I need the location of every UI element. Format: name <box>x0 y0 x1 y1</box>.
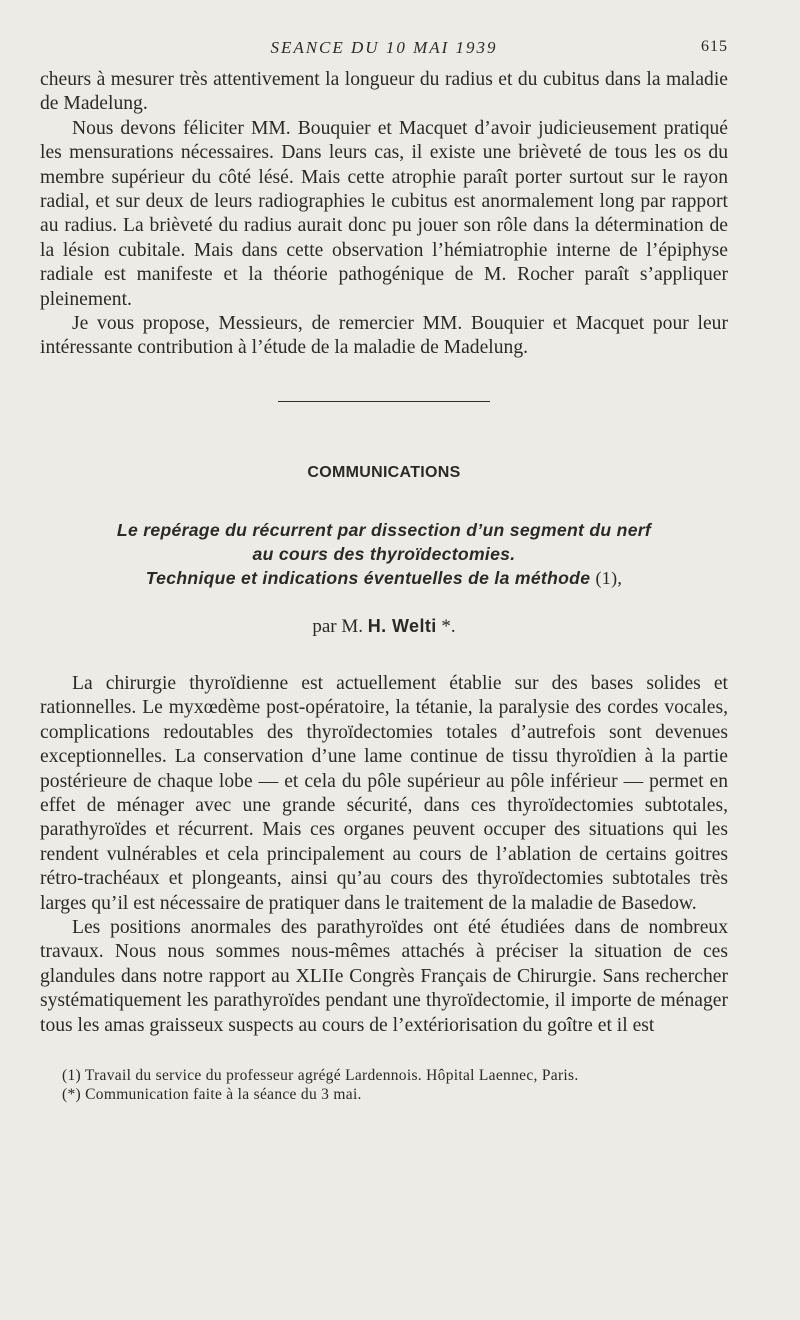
footnote: (*) Communication faite à la séance du 3 mai. <box>62 1085 362 1103</box>
article-title-line: Le repérage du récurrent par dissection d’un segment du nerf <box>116 519 652 540</box>
paragraph: cheurs à mesurer très attentivement la longueur du radius et du cubitus dans la maladie de Madelung. <box>40 69 728 115</box>
footnote: (1) Travail du service du professeur agrégé Lardennois. Hôpital Laennec, Paris. <box>62 1066 579 1084</box>
paragraph: La chirurgie thyroïdienne est actuellement établie sur des bases solides et rationnelles. Le myxœdème post-opératoire, la tétanie, la paralysie des cordes vocales, complications redoutables des thyroïdectomies totales d’autrefois sont devenues exceptionnelles. La conservation d’une lame continue de tissu thyroïdien à la partie postérieure de chaque lobe — et cela du pôle supérieur au pôle inférieur — permet en effet de ménager avec une grande sécurité, dans ces thyroïdectomies subtotales, parathyroïdes et récurrent. Mais ces organes peuvent occuper des situations qui les rendent vulnérables et cela principalement au cours de l’ablation de certains goitres rétro-trachéaux et plongeants, ainsi qu’au cours des thyroïdectomies subtotales très larges qu’il est nécessaire de pratiquer dans le traitement de la maladie de Basedow. <box>40 672 728 914</box>
article-body <box>40 672 728 1038</box>
previous-report-continuation <box>40 68 728 361</box>
journal-page <box>40 38 728 1104</box>
article-title-line: Technique et indications éventuelles de la méthode <box>145 567 591 588</box>
paragraph: Les positions anormales des parathyroïdes ont été étudiées dans de nombreux travaux. Nous nous sommes nous-mêmes attachés à préciser la situation de ces glandules dans notre rapport au XLIIe Congrès Français de Chirurgie. Sans rechercher systématiquement les parathyroïdes pendant une thyroïdectomie, il importe de ménager tous les amas graisseux suspects au cours de l’extériorisation du goître et il est <box>40 916 728 1036</box>
article-title-line: au cours des thyroïdectomies. <box>252 543 516 564</box>
byline-footnote-mark: *. <box>441 615 456 637</box>
byline-prefix: par M. <box>312 615 364 637</box>
footnotes <box>40 1066 728 1104</box>
section-divider-rule <box>278 401 490 402</box>
paragraph: Nous devons féliciter MM. Bouquier et Macquet d’avoir judicieusement pratiqué les mensurations nécessaires. Dans leurs cas, il existe une brièveté de tous les os du membre supérieur du côté lésé. Mais cette atrophie paraît porter surtout sur le rayon radial, et sur deux de leurs radiographies le cubitus est anormalement long par rapport au radius. La brièveté du radius aurait donc pu jouer son rôle dans la détermination de la lésion cubitale. Mais dans cette observation l’hémiatrophie interne de l’épiphyse radiale est manifeste et la théorie pathogénique de M. Rocher paraît s’appliquer pleinement. <box>40 117 728 310</box>
footnote-reference: (1), <box>595 567 623 588</box>
article-title <box>40 518 728 590</box>
byline <box>40 616 728 638</box>
running-head <box>40 38 728 68</box>
author-name: H. Welti <box>367 615 437 636</box>
section-heading: COMMUNICATIONS <box>307 463 461 481</box>
paragraph: Je vous propose, Messieurs, de remercier MM. Bouquier et Macquet pour leur intéressante contribution à l’étude de la maladie de Madelung. <box>40 313 728 359</box>
running-title: SEANCE DU 10 MAI 1939 <box>270 38 498 57</box>
page-number: 615 <box>701 38 728 55</box>
article-title-line-3 <box>40 566 728 590</box>
